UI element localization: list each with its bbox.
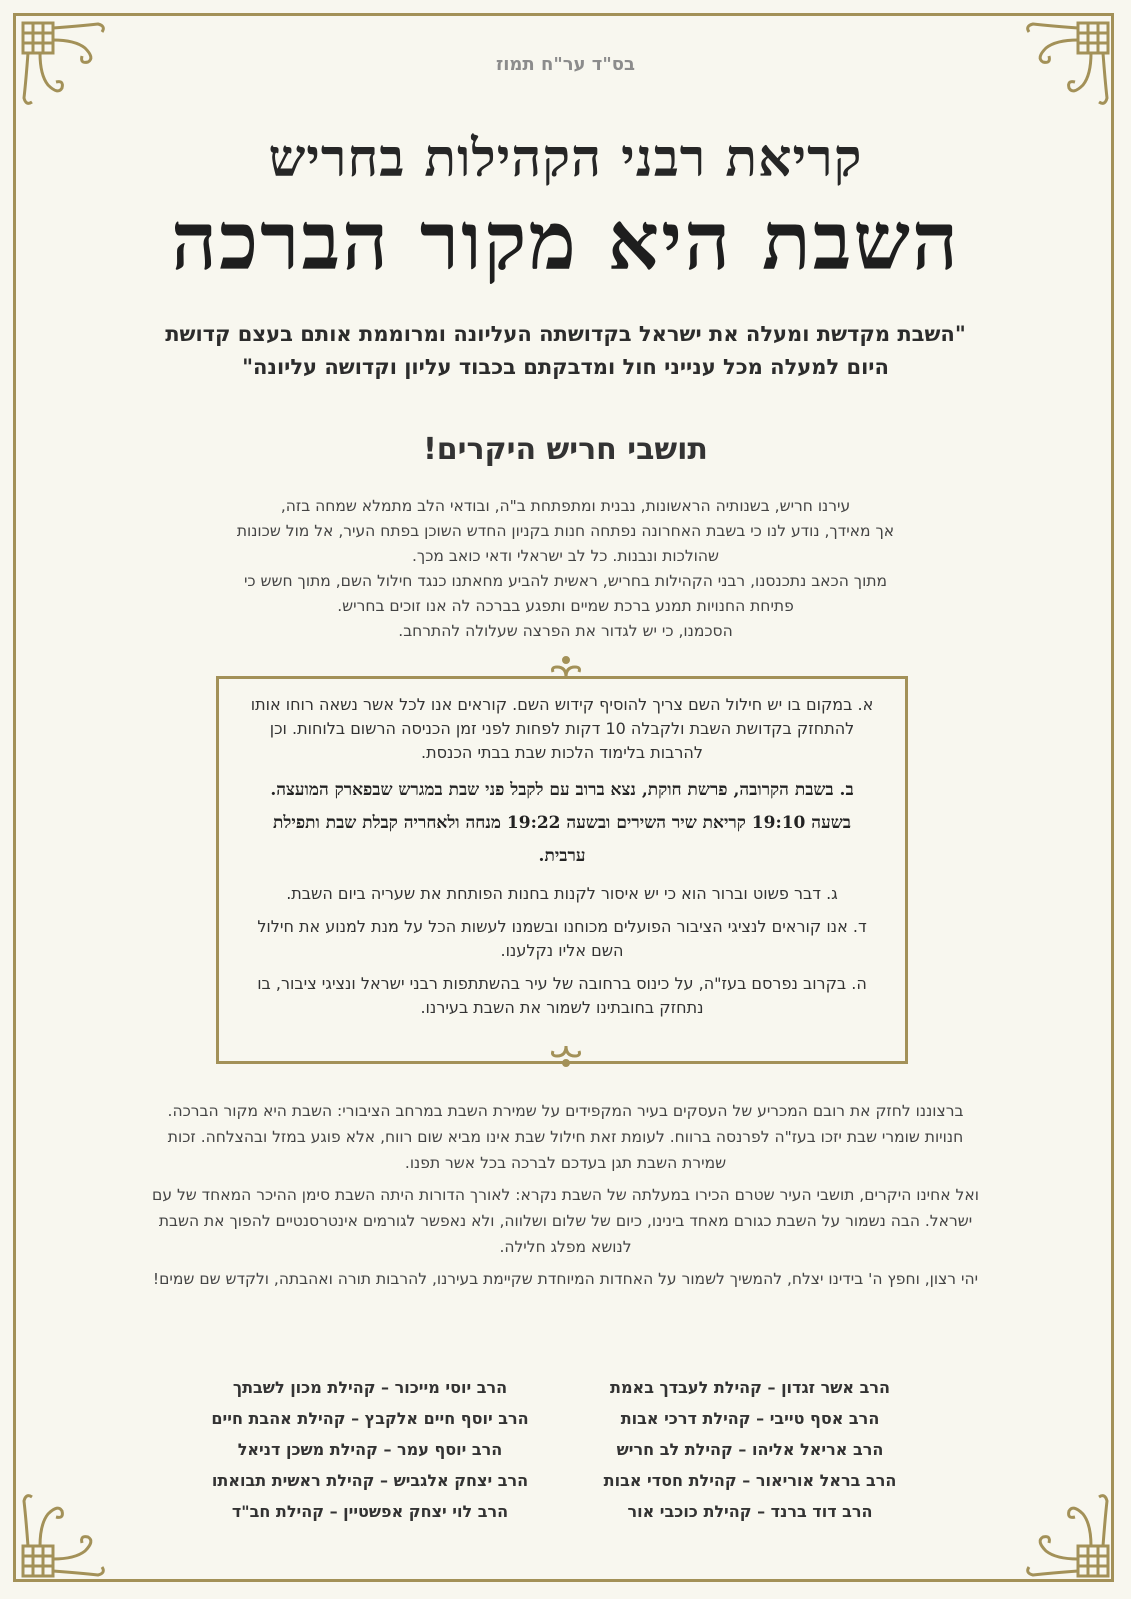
signer: הרב לוי יצחק אפשטיין – קהילת חב"ד	[231, 1502, 509, 1521]
corner-ornament-icon	[20, 1493, 106, 1579]
signer: הרב אריאל אליהו – קהילת לב חריש	[616, 1440, 884, 1459]
intro-line: שהולכות ונבנות. כל לב ישראלי ודאי כואב מכך.	[411, 547, 719, 565]
action-item: ד. אנו קוראים לנציגי הציבור הפועלים מכוחנו ובשמנו לעשות הכל על מנת למנוע את חילול השם אליו נקלענו.	[257, 917, 867, 960]
signer: הרב בראל אוריאור – קהילת חסדי אבות	[603, 1471, 897, 1490]
signer: הרב יוסי מייכור – קהילת מכון לשבתך	[232, 1378, 508, 1397]
closing-paragraph: יהי רצון, וחפץ ה' בידינו יצלח, להמשיך לשמור על האחדות המיוחדת שקיימת בעירנו, להרבות תורה ואהבתה, ולקדש שם שמים!	[152, 1270, 979, 1288]
page-title: השבת היא מקור הברכה	[171, 194, 960, 288]
action-item: א. במקום בו יש חילול השם צריך להוסיף קידוש השם. קוראים אנו לכל אשר נשאה רוחו אותו להתחזק בקדושת השבת ולקבלה 10 דקות לפחות לפני זמן הכניסה הרשום בלוחות. וכן להרבות בלימוד הלכות שבת בבתי הכנסת.	[250, 695, 874, 762]
quote-line: "השבת מקדשת ומעלה את ישראל בקדושתה העליונה ומרוממת אותם בעצם קדושת	[165, 322, 966, 346]
opening-quote	[90, 318, 1041, 384]
dateline: בס"ד ער"ח תמוז	[496, 54, 635, 75]
signer: הרב דוד ברנד – קהילת כוכבי אור	[627, 1502, 873, 1521]
signer: הרב יוסף חיים אלקבץ – קהילת אהבת חיים	[211, 1409, 529, 1428]
quote-line: היום למעלה מכל ענייני חול ומדבקתם בכבוד עליון וקדושה עליונה"	[242, 355, 889, 379]
action-item: ב. בשבת הקרובה, פרשת חוקת, נצא ברוב עם לקבל פני שבת במגרש שבפארק המועצה. בשעה 19:10 קריאת שיר השירים ובשעה 19:22 מנחה ולאחריה קבלת שבת ותפילת ערבית.	[270, 780, 854, 866]
intro-text	[160, 494, 971, 644]
closing-paragraph: ברצוננו לחזק את רובם המכריע של העסקים בעיר המקפידים על שמירת השבת במרחב הציבורי: השבת היא מקור הברכה. חנויות שומרי שבת יזכו בעז"ה לפרנסה ברווח. לעומת זאת חילול שבת אינו מביא שום רווח, אלא פוגע במזל ובהצלחה. זכות שמירת השבת תגן בעדכם לברכה בכל אשר תפנו.	[167, 1102, 964, 1172]
intro-line: אך מאידך, נודע לנו כי בשבת האחרונה נפתחה חנות בקניון החדש השוכן בפתח העיר, אל מול שכונות	[236, 522, 895, 540]
intro-line: עירנו חריש, בשנותיה הראשונות, נבנית ומתפתחת ב"ה, ובודאי הלב מתמלא שמחה בזה,	[280, 497, 851, 515]
signer: הרב יוסף עמר – קהילת משכן דניאל	[237, 1440, 503, 1459]
signers-column-left	[180, 1372, 560, 1527]
intro-line: מתוך הכאב נתכנסנו, רבני הקהילות בחריש, ראשית להביע מחאתנו כנגד חילול השם, מתוך חשש כי	[243, 572, 888, 590]
action-item: ה. בקרוב נפרסם בעז"ה, על כינוס ברחובה של עיר בהשתתפות רבני ישראל ונציגי ציבור, בו נתחזק בחובתינו לשמור את השבת בעירנו.	[257, 974, 867, 1017]
title-subheading: קריאת רבני הקהילות בחריש	[268, 128, 863, 189]
closing-text	[150, 1098, 981, 1298]
corner-ornament-icon	[1025, 1493, 1111, 1579]
closing-paragraph: ואל אחינו היקרים, תושבי העיר שטרם הכירו במעלתה של השבת נקרא: לאורך הדורות היתה השבת סימן ההיכר המאחד של עם ישראל. הבה נשמור על השבת כגורם מאחד בינינו, כיום של שלום ושלווה, ולא נאפשר לגורמים אינטרסנטיים להפוך את השבת לנושא מפלג חלילה.	[152, 1186, 979, 1256]
signer: הרב יצחק אלגביש – קהילת ראשית תבואתו	[211, 1471, 529, 1490]
signer: הרב אשר זגדון – קהילת לעבדך באמת	[610, 1378, 890, 1397]
signers-column-right	[590, 1372, 910, 1527]
greeting-heading: תושבי חריש היקרים!	[423, 432, 708, 467]
action-item: ג. דבר פשוט וברור הוא כי יש איסור לקנות בחנות הפותחת את שעריה ביום השבת.	[286, 884, 838, 903]
intro-line: פתיחת החנויות תמנע ברכת שמיים ותפגע בברכה לה אנו זוכים בחריש.	[337, 597, 794, 615]
intro-line: הסכמנו, כי יש לגדור את הפרצה שעלולה להתרחב.	[398, 622, 733, 640]
action-items-box	[216, 676, 908, 1064]
fleur-ornament-icon	[541, 1044, 591, 1068]
signer: הרב אסף טייבי – קהילת דרכי אבות	[620, 1409, 880, 1428]
